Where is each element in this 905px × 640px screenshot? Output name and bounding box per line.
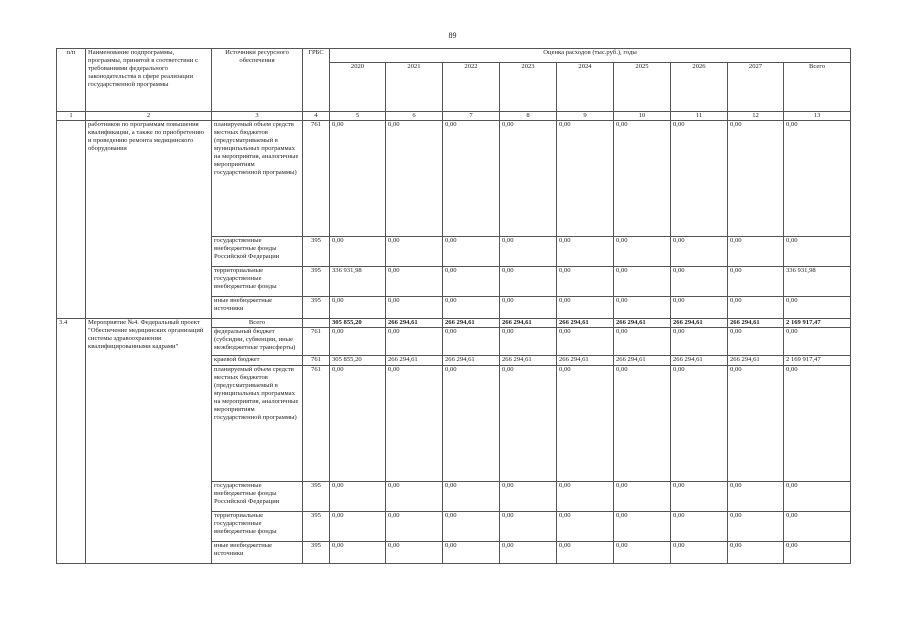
value-cell: 0,00	[784, 366, 851, 482]
column-number: 1	[57, 112, 86, 121]
value-cell: 0,00	[443, 328, 500, 356]
source-cell: государственные внебюджетные фонды Российской Федерации	[212, 482, 303, 512]
value-cell: 0,00	[728, 482, 784, 512]
value-cell: 305 855,20	[330, 356, 386, 366]
value-cell: 0,00	[386, 121, 443, 237]
value-cell: 0,00	[443, 366, 500, 482]
value-cell: 2 169 917,47	[784, 356, 851, 366]
value-cell: 0,00	[443, 512, 500, 542]
value-cell: 0,00	[614, 297, 671, 319]
column-number: 3	[212, 112, 303, 121]
row-number: 3.4	[57, 319, 86, 564]
value-cell: 0,00	[386, 542, 443, 564]
header-year: 2021	[386, 63, 443, 112]
budget-table	[56, 48, 851, 564]
header-estimate: Оценка расходов (тыс.руб.), годы	[330, 49, 851, 63]
value-cell: 2 169 917,47	[784, 319, 851, 328]
value-cell: 266 294,61	[443, 319, 500, 328]
value-cell: 0,00	[614, 482, 671, 512]
header-year: 2024	[557, 63, 614, 112]
value-cell: 0,00	[557, 512, 614, 542]
value-cell: 0,00	[614, 237, 671, 267]
value-cell: 0,00	[330, 121, 386, 237]
value-cell: 0,00	[557, 297, 614, 319]
value-cell: 266 294,61	[614, 319, 671, 328]
value-cell: 266 294,61	[386, 319, 443, 328]
grbs-cell: 761	[303, 121, 330, 237]
source-cell: государственные внебюджетные фонды Российской Федерации	[212, 237, 303, 267]
header-year: 2022	[443, 63, 500, 112]
value-cell: 0,00	[386, 366, 443, 482]
value-cell: 0,00	[330, 297, 386, 319]
value-cell: 0,00	[500, 237, 557, 267]
value-cell: 0,00	[557, 482, 614, 512]
value-cell: 266 294,61	[671, 319, 728, 328]
column-number: 9	[557, 112, 614, 121]
value-cell: 0,00	[500, 542, 557, 564]
source-cell: иные внебюджетные источники	[212, 297, 303, 319]
activity-name: работников по программам повышения квалификации, а также по приобретению и проведению ремонта медицинского оборудования	[86, 121, 212, 319]
value-cell: 266 294,61	[443, 356, 500, 366]
header-year: Всего	[784, 63, 851, 112]
value-cell: 0,00	[330, 366, 386, 482]
header-number: п/п	[57, 49, 86, 112]
source-cell: федеральный бюджет (субсидии, субвенции, иные межбюджетные трансферты)	[212, 328, 303, 356]
value-cell: 0,00	[557, 267, 614, 297]
source-cell: планируемый объем средств местных бюджетов (предусматриваемый в муниципальных программах на мероприятия, аналогичные мероприятиям государственной программы)	[212, 366, 303, 482]
grbs-cell: 761	[303, 366, 330, 482]
value-cell: 0,00	[500, 512, 557, 542]
value-cell: 0,00	[671, 482, 728, 512]
grbs-cell: 395	[303, 542, 330, 564]
value-cell: 266 294,61	[614, 356, 671, 366]
row-number	[57, 121, 86, 319]
value-cell: 0,00	[784, 121, 851, 237]
value-cell: 0,00	[728, 366, 784, 482]
header-year: 2023	[500, 63, 557, 112]
value-cell: 0,00	[500, 297, 557, 319]
source-cell: краевой бюджет	[212, 356, 303, 366]
value-cell: 0,00	[728, 542, 784, 564]
value-cell: 336 931,98	[330, 267, 386, 297]
column-number: 8	[500, 112, 557, 121]
value-cell: 0,00	[728, 512, 784, 542]
value-cell: 0,00	[443, 482, 500, 512]
value-cell: 0,00	[557, 121, 614, 237]
header-name: Наименование подпрограммы, программы, принятой в соответствии с требованиями федерального законодательства в сфере реализации государственной программы	[86, 49, 212, 112]
value-cell: 0,00	[784, 482, 851, 512]
value-cell: 0,00	[728, 237, 784, 267]
value-cell: 0,00	[443, 297, 500, 319]
value-cell: 0,00	[500, 366, 557, 482]
value-cell: 0,00	[614, 542, 671, 564]
total-label: Всего	[212, 319, 303, 328]
value-cell: 0,00	[386, 512, 443, 542]
header-year: 2020	[330, 63, 386, 112]
column-number: 5	[330, 112, 386, 121]
value-cell: 0,00	[386, 237, 443, 267]
value-cell: 0,00	[557, 366, 614, 482]
value-cell: 0,00	[614, 121, 671, 237]
value-cell: 266 294,61	[557, 356, 614, 366]
value-cell: 0,00	[614, 267, 671, 297]
value-cell: 0,00	[614, 366, 671, 482]
value-cell: 0,00	[671, 121, 728, 237]
value-cell: 0,00	[386, 328, 443, 356]
value-cell: 0,00	[784, 512, 851, 542]
column-number: 6	[386, 112, 443, 121]
column-number: 7	[443, 112, 500, 121]
grbs-cell: 395	[303, 482, 330, 512]
header-source: Источники ресурсного обеспечения	[212, 49, 303, 112]
value-cell: 0,00	[500, 121, 557, 237]
value-cell: 0,00	[671, 267, 728, 297]
source-cell: территориальные государственные внебюджетные фонды	[212, 512, 303, 542]
value-cell: 0,00	[500, 482, 557, 512]
source-cell: планируемый объем средств местных бюджетов (предусматриваемый в муниципальных программах на мероприятия, аналогичные мероприятиям государственной программы)	[212, 121, 303, 237]
value-cell: 0,00	[614, 512, 671, 542]
grbs-cell	[303, 319, 330, 328]
value-cell: 0,00	[784, 297, 851, 319]
value-cell: 0,00	[386, 482, 443, 512]
value-cell: 0,00	[500, 267, 557, 297]
value-cell: 0,00	[386, 297, 443, 319]
value-cell: 305 855,20	[330, 319, 386, 328]
value-cell: 0,00	[671, 542, 728, 564]
column-number: 2	[86, 112, 212, 121]
grbs-cell: 761	[303, 328, 330, 356]
value-cell: 0,00	[386, 267, 443, 297]
value-cell: 0,00	[443, 121, 500, 237]
value-cell: 0,00	[443, 237, 500, 267]
value-cell: 0,00	[671, 237, 728, 267]
grbs-cell: 395	[303, 267, 330, 297]
value-cell: 0,00	[330, 512, 386, 542]
value-cell: 0,00	[671, 366, 728, 482]
value-cell: 0,00	[671, 512, 728, 542]
grbs-cell: 395	[303, 512, 330, 542]
column-number: 13	[784, 112, 851, 121]
value-cell: 0,00	[728, 297, 784, 319]
value-cell: 0,00	[557, 237, 614, 267]
value-cell: 266 294,61	[728, 319, 784, 328]
value-cell: 266 294,61	[386, 356, 443, 366]
value-cell: 0,00	[330, 237, 386, 267]
value-cell: 266 294,61	[557, 319, 614, 328]
activity-name: Мероприятие №4. Федеральный проект "Обеспечение медицинских организаций системы здравоохранения квалифицированными кадрами"	[86, 319, 212, 564]
value-cell: 0,00	[784, 237, 851, 267]
value-cell: 266 294,61	[500, 319, 557, 328]
table-row	[57, 121, 851, 237]
value-cell: 266 294,61	[671, 356, 728, 366]
column-number: 11	[671, 112, 728, 121]
header-year: 2027	[728, 63, 784, 112]
header-year: 2026	[671, 63, 728, 112]
value-cell: 0,00	[728, 267, 784, 297]
column-number: 12	[728, 112, 784, 121]
value-cell: 0,00	[330, 482, 386, 512]
source-cell: территориальные государственные внебюджетные фонды	[212, 267, 303, 297]
value-cell: 0,00	[330, 542, 386, 564]
value-cell: 0,00	[500, 328, 557, 356]
value-cell: 0,00	[614, 328, 671, 356]
value-cell: 0,00	[671, 297, 728, 319]
value-cell: 266 294,61	[728, 356, 784, 366]
value-cell: 336 931,98	[784, 267, 851, 297]
total-row	[57, 319, 851, 328]
value-cell: 0,00	[557, 542, 614, 564]
grbs-cell: 395	[303, 237, 330, 267]
value-cell: 0,00	[784, 328, 851, 356]
value-cell: 0,00	[443, 542, 500, 564]
column-number: 10	[614, 112, 671, 121]
value-cell: 0,00	[728, 121, 784, 237]
value-cell: 0,00	[557, 328, 614, 356]
header-year: 2025	[614, 63, 671, 112]
value-cell: 0,00	[443, 267, 500, 297]
value-cell: 0,00	[671, 328, 728, 356]
grbs-cell: 761	[303, 356, 330, 366]
value-cell: 0,00	[728, 328, 784, 356]
header-grbs: ГРБС	[303, 49, 330, 112]
value-cell: 0,00	[784, 542, 851, 564]
value-cell: 266 294,61	[500, 356, 557, 366]
page-number: 89	[448, 31, 457, 40]
grbs-cell: 395	[303, 297, 330, 319]
column-number: 4	[303, 112, 330, 121]
source-cell: иные внебюджетные источники	[212, 542, 303, 564]
value-cell: 0,00	[330, 328, 386, 356]
